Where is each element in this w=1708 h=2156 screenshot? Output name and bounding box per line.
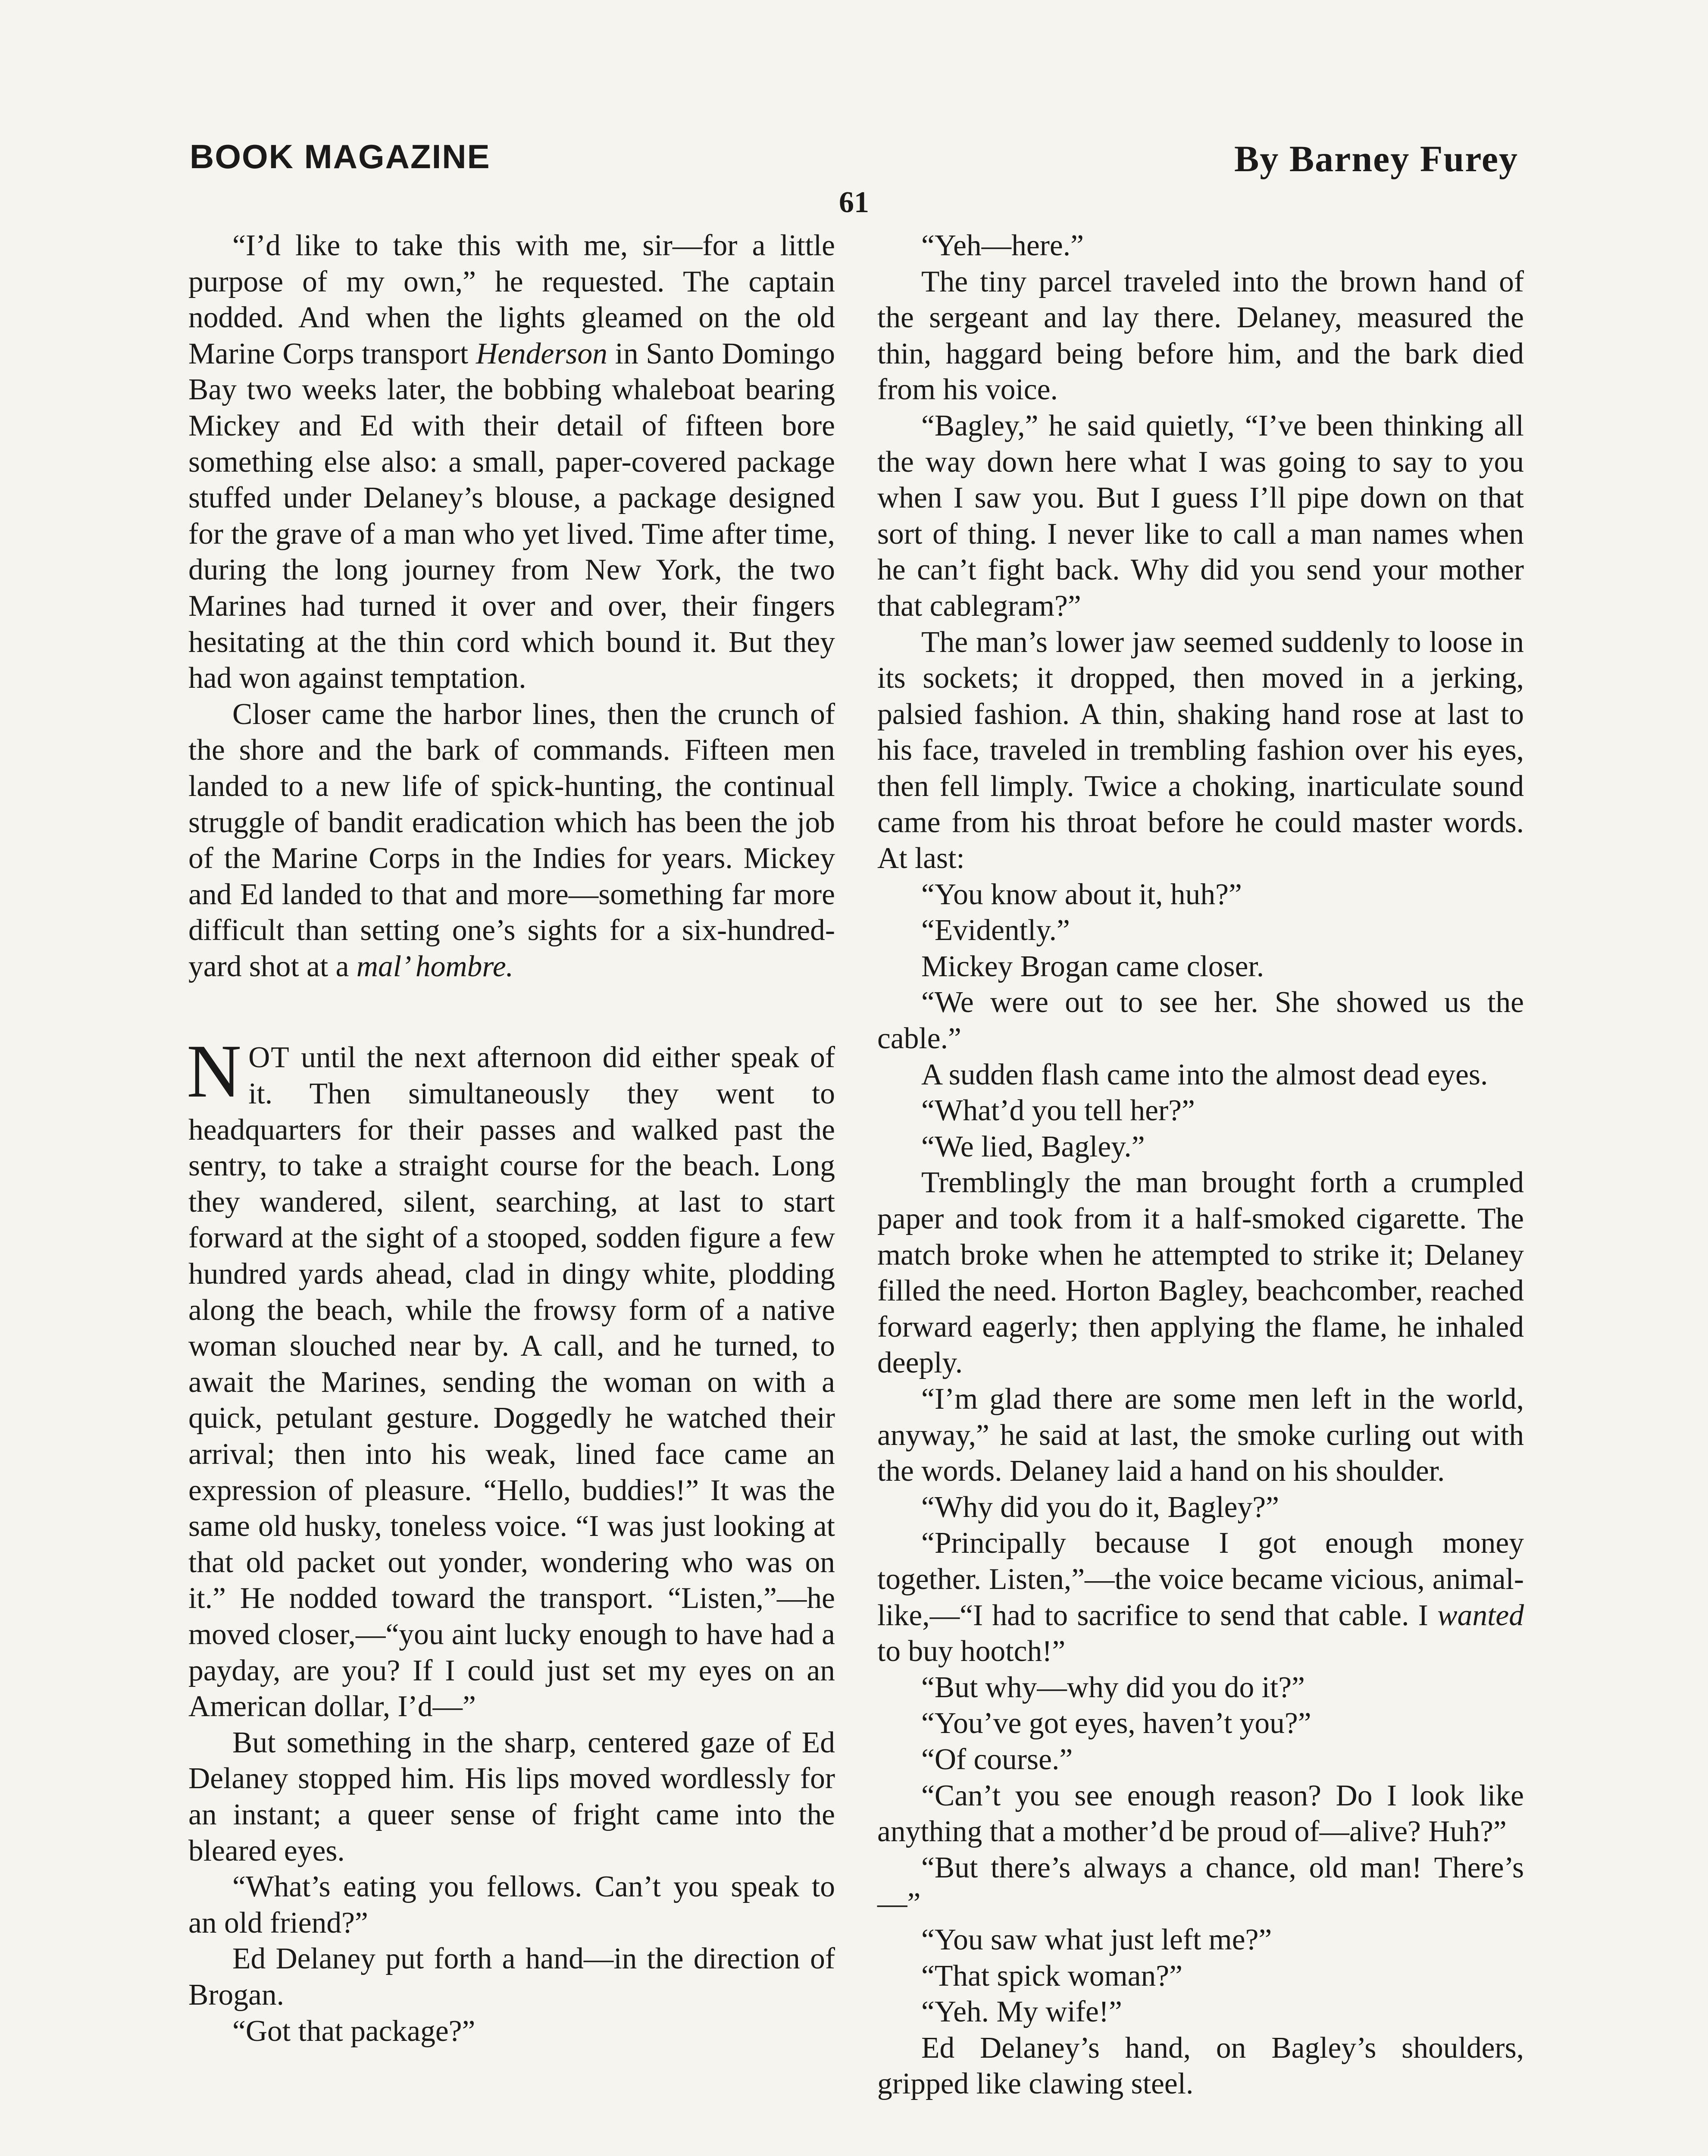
paragraph: A sudden flash came into the almost dead eyes. [921, 1058, 1488, 1091]
left-column [188, 228, 835, 2049]
paragraph: Closer came the harbor lines, then the crunch of the shore and the bark of commands. Fifteen men landed to a new life of spick-hunting, the continual struggle of bandit eradication which has been the job of the Marine Corps in the Indies for years. Mickey and Ed landed to that and more—something far more difficult than setting one’s sights for a six-hundred-yard shot at a mal’ hombre. [188, 697, 835, 983]
paragraph: Tremblingly the man brought forth a crumpled paper and took from it a half-smoked cigarette. The match broke when he attempted to strike it; Delaney filled the need. Horton Bagley, beachcomber, reached forward eagerly; then applying the flame, he inhaled deeply. [877, 1166, 1524, 1380]
magazine-title: BOOK MAGAZINE [190, 138, 491, 175]
paragraph: The man’s lower jaw seemed suddenly to loose in its sockets; it dropped, then moved in a jerking, palsied fashion. A thin, shaking hand rose at last to his face, traveled in trembling fashion over his eyes, then fell limply. Twice a choking, inarticulate sound came from his throat before he could master words. At last: [877, 625, 1524, 875]
paragraph: “Principally because I got enough money together. Listen,”—the voice became vicious, animal-like,—“I had to sacrifice to send that cable. I wanted to buy hootch!” [877, 1526, 1524, 1668]
paragraph: “You know about it, huh?” [921, 877, 1242, 911]
paragraph: “Yeh. My wife!” [921, 1995, 1122, 2029]
drop-cap: N [187, 1029, 242, 1114]
paragraph: “That spick woman?” [921, 1959, 1182, 1993]
paragraph: “You saw what just left me?” [921, 1923, 1272, 1956]
paragraph: “Got that package?” [232, 2014, 475, 2048]
paragraph: “Why did you do it, Bagley?” [921, 1490, 1279, 1524]
paragraph: “Of course.” [921, 1742, 1073, 1776]
paragraph: “Can’t you see enough reason? Do I look like anything that a mother’d be proud of—alive? Huh?” [877, 1779, 1524, 1849]
paragraph: Mickey Brogan came closer. [921, 950, 1264, 983]
paragraph-dropcap: NOT until the next afternoon did either speak of it. Then simultaneously they went to headquarters for their passes and walked past the sentry, to take a straight course for the beach. Long they wandered, silent, searching, at last to start forward at the sight of a stooped, sodden figure a few hundred yards ahead, clad in dingy white, plodding along the beach, while the frowsy form of a native woman slouched near by. A call, and he turned, to await the Marines, sending the woman on with a quick, petulant gesture. Doggedly he watched their arrival; then into his weak, lined face came an expression of pleasure. “Hello, buddies!” It was the same old husky, toneless voice. “I was just looking at that old packet out yonder, wondering who was on it.” He nodded toward the transport. “Listen,”—he moved closer,—“you aint lucky enough to have had a payday, are you? If I could just set my eyes on an American dollar, I’d—” [187, 1029, 835, 1724]
paragraph: “Bagley,” he said quietly, “I’ve been thinking all the way down here what I was going to say to you when I saw you. But I guess I’ll pipe down on that sort of thing. I never like to call a man names when he can’t fight back. Why did you send your mother that cablegram?” [877, 409, 1524, 623]
paragraph: “But there’s always a chance, old man! There’s—” [877, 1851, 1524, 1921]
author-byline: By Barney Furey [1234, 138, 1518, 179]
right-column [877, 228, 1524, 2102]
paragraph: “We were out to see her. She showed us the cable.” [877, 986, 1524, 1056]
paragraph: The tiny parcel traveled into the brown hand of the sergeant and lay there. Delaney, measured the thin, haggard being before him, and the bark died from his voice. [877, 265, 1524, 407]
paragraph: But something in the sharp, centered gaze of Ed Delaney stopped him. His lips moved wordlessly for an instant; a queer sense of fright came into the bleared eyes. [188, 1726, 835, 1868]
paragraph: “But why—why did you do it?” [921, 1670, 1305, 1704]
paragraph: “Evidently.” [921, 914, 1070, 947]
paragraph: “We lied, Bagley.” [921, 1130, 1145, 1163]
page-header [190, 137, 1518, 185]
paragraph: Ed Delaney put forth a hand—in the direction of Brogan. [188, 1942, 835, 2012]
paragraph: “You’ve got eyes, haven’t you?” [921, 1707, 1311, 1740]
paragraph: Ed Delaney’s hand, on Bagley’s shoulders, gripped like clawing steel. [877, 2031, 1524, 2101]
paragraph: “What’s eating you fellows. Can’t you speak to an old friend?” [188, 1870, 835, 1940]
paragraph: “What’d you tell her?” [921, 1094, 1195, 1128]
paragraph: “I’d like to take this with me, sir—for a little purpose of my own,” he requested. The captain nodded. And when the lights gleamed on the old Marine Corps transport Henderson in Santo Domingo Bay two weeks later, the bobbing whaleboat bearing Mickey and Ed with their detail of fifteen bore something else also: a small, paper-covered package stuffed under Delaney’s blouse, a package designed for the grave of a man who yet lived. Time after time, during the long journey from New York, the two Marines had turned it over and over, their fingers hesitating at the thin cord which bound it. But they had won against temptation. [188, 229, 835, 695]
paragraph: “Yeh—here.” [921, 229, 1084, 262]
paragraph: “I’m glad there are some men left in the world, anyway,” he said at last, the smoke curling out with the words. Delaney laid a hand on his shoulder. [877, 1382, 1524, 1488]
page-number: 61 [839, 186, 869, 219]
